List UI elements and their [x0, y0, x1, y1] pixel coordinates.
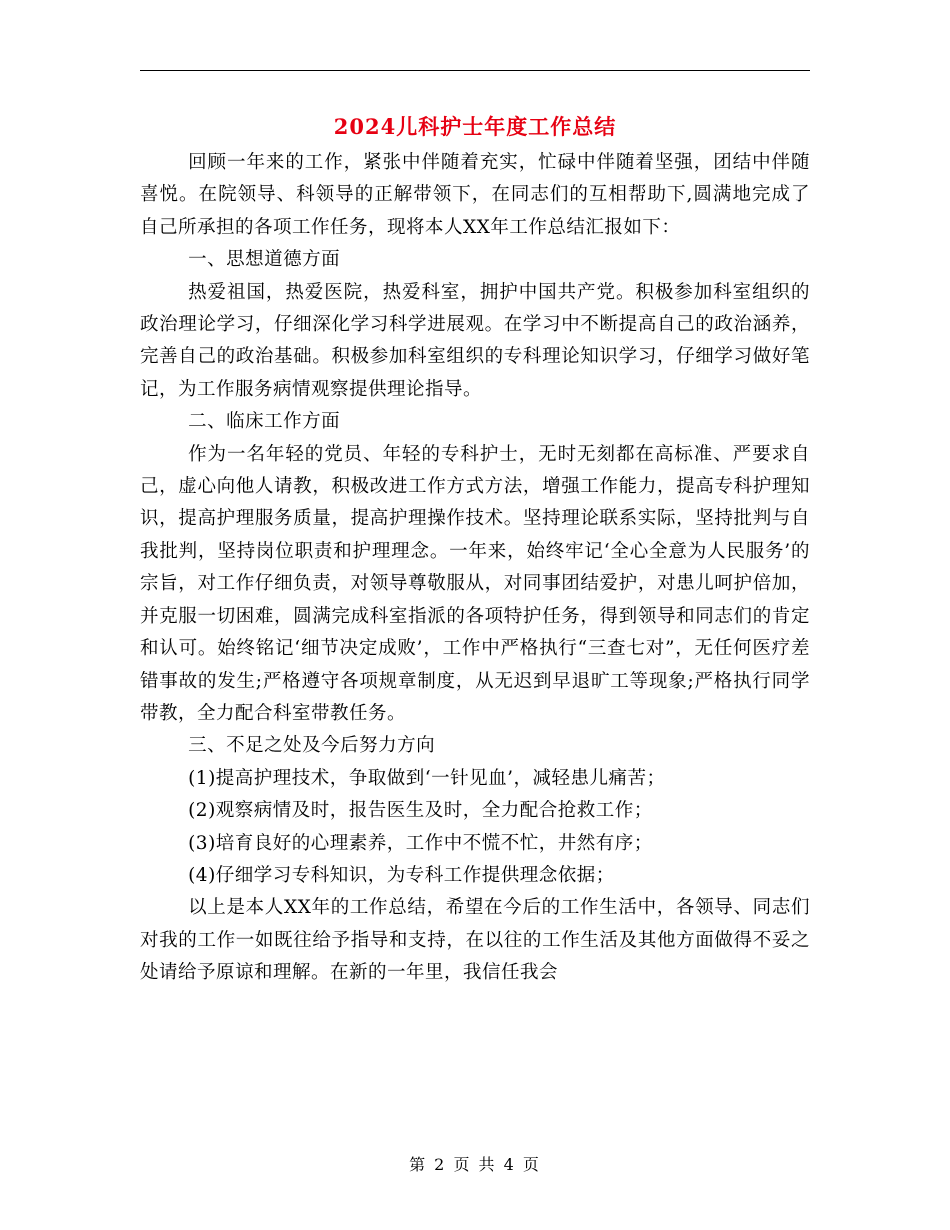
improvement-item: (3)培育良好的心理素养，工作中不慌不忙，井然有序；: [188, 832, 653, 854]
section-heading-improvement: 三、不足之处及今后努力方向: [188, 735, 436, 757]
clinical-paragraph: 作为一名年轻的党员、年轻的专科护士，无时无刻都在高标准、严要求自己，虚心向他人请教，积极改进工作方式方法，增强工作能力，提高专科护理知识，提高护理服务质量，提高护理操作技术。坚持理论联系实际，坚持批判与自我批判，坚持岗位职责和护理理念。一年来，始终牢记‘全心全意为人民服务’的宗旨，对工作仔细负责，对领导尊敬服从，对同事团结爱护，对患儿呵护倍加，并克服一切困难，圆满完成科室指派的各项特护任务，得到领导和同志们的肯定和认可。始终铭记‘细节决定成败’，工作中严格执行“三查七对”，无任何医疗差错事故的发生;严格遵守各项规章制度，从无迟到早退旷工等现象;严格执行同学带教，全力配合科室带教任务。: [140, 443, 810, 724]
page-number: 第 2 页 共 4 页: [409, 1155, 541, 1174]
intro-paragraph: 回顾一年来的工作，紧张中伴随着充实，忙碌中伴随着坚强，团结中伴随喜悦。在院领导、科领导的正解带领下，在同志们的互相帮助下,圆满地完成了自己所承担的各项工作任务，现将本人XX年工作总结汇报如下：: [140, 152, 810, 238]
closing-paragraph: 以上是本人XX年的工作总结，希望在今后的工作生活中，各领导、同志们对我的工作一如既往给予指导和支持，在以往的工作生活及其他方面做得不妥之处请给予原谅和理解。在新的一年里，我信任我会: [140, 897, 810, 984]
header-rule: [140, 70, 810, 71]
document-title: 2024儿科护士年度工作总结: [333, 114, 617, 139]
section-heading-clinical: 二、临床工作方面: [188, 411, 341, 433]
document-body: [140, 147, 810, 990]
improvement-item: (4)仔细学习专科知识，为专科工作提供理念依据；: [188, 864, 615, 886]
improvement-item: (1)提高护理技术，争取做到‘一针见血’，减轻患儿痛苦；: [188, 767, 666, 789]
improvement-item: (2)观察病情及时，报告医生及时，全力配合抢救工作；: [188, 800, 653, 822]
ideology-paragraph: 热爱祖国，热爱医院，热爱科室，拥护中国共产党。积极参加科室组织的政治理论学习，仔细深化学习科学进展观。在学习中不断提高自己的政治涵养，完善自己的政治基础。积极参加科室组织的专科理论知识学习，仔细学习做好笔记，为工作服务病情观察提供理论指导。: [140, 281, 810, 400]
section-heading-ideology: 一、思想道德方面: [188, 249, 341, 271]
